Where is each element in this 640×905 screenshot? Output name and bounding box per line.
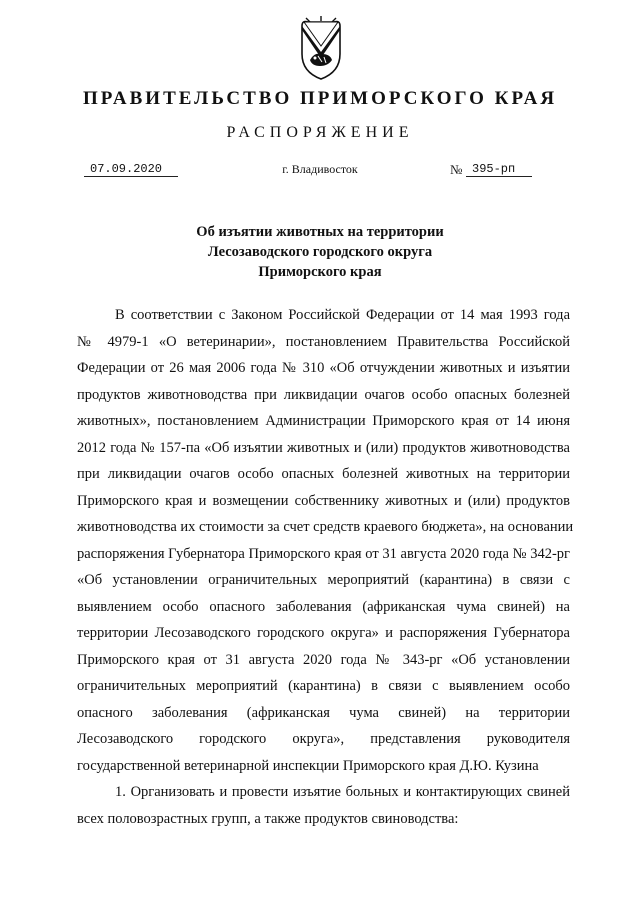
body-line: ограничительных мероприятий (карантина) в связи с выявлением особо [77,678,570,694]
document-number: 395-рп [466,162,532,177]
document-city: г. Владивосток [282,162,358,176]
body-line: № 4979-1 «О ветеринарии», постановлением Правительства Российской [77,333,570,350]
body-line: Федерации от 26 мая 2006 года № 310 «Об отчуждении животных и изъятии [77,360,570,376]
body-line: В соответствии с Законом Российской Федерации от 14 мая 1993 года [115,307,570,323]
body-line: Лесозаводского городского округа», представления руководителя [77,731,570,747]
body-line: Приморского края и возмещении собственнику животных и (или) продуктов [77,492,570,509]
body-line: территории Лесозаводского городского округа» и распоряжения Губернатора [77,625,570,641]
document-date: 07.09.2020 [84,162,178,177]
body-line: выявлением особо опасного заболевания (африканская чума свиней) на [77,598,570,615]
body-line: при ликвидации очагов особо опасных болезней животных на территории [77,466,570,482]
body-line: распоряжения Губернатора Приморского края от 31 августа 2020 года № 342-рг [77,545,570,562]
body-line: Приморского края от 31 августа 2020 года № 343-рг «Об установлении [77,651,570,668]
body-line: продуктов животноводства при ликвидации очагов особо опасных болезней [77,386,570,403]
body-line: животных», постановлением Администрации Приморского края от 14 июня [77,413,570,429]
body-line: государственной ветеринарной инспекции Приморского края Д.Ю. Кузина [77,757,539,774]
subject-line: Лесозаводского городского округа [207,244,433,260]
subject-line: Приморского края [258,264,382,280]
number-prefix: № [450,162,463,177]
body-line: животноводства их стоимости за счет средств краевого бюджета», на основании [77,519,574,535]
government-title: ПРАВИТЕЛЬСТВО ПРИМОРСКОГО КРАЯ [82,88,558,109]
coat-of-arms-icon [288,16,354,82]
body-line: 1. Организовать и провести изъятие больных и контактирующих свиней [115,784,570,800]
document-subject [0,222,640,282]
body-line: всех половозрастных групп, а также продуктов свиноводства: [77,810,459,827]
document-body [77,302,574,832]
body-line: 2012 года № 157-па «Об изъятии животных и (или) продуктов животноводства [77,439,570,456]
subject-line: Об изъятии животных на территории [196,224,444,240]
body-line: опасного заболевания (африканская чума свиней) на территории [77,704,570,721]
document-type: РАСПОРЯЖЕНИЕ [226,124,414,141]
body-line: «Об установлении ограничительных мероприятий (карантина) в связи с [77,572,570,588]
